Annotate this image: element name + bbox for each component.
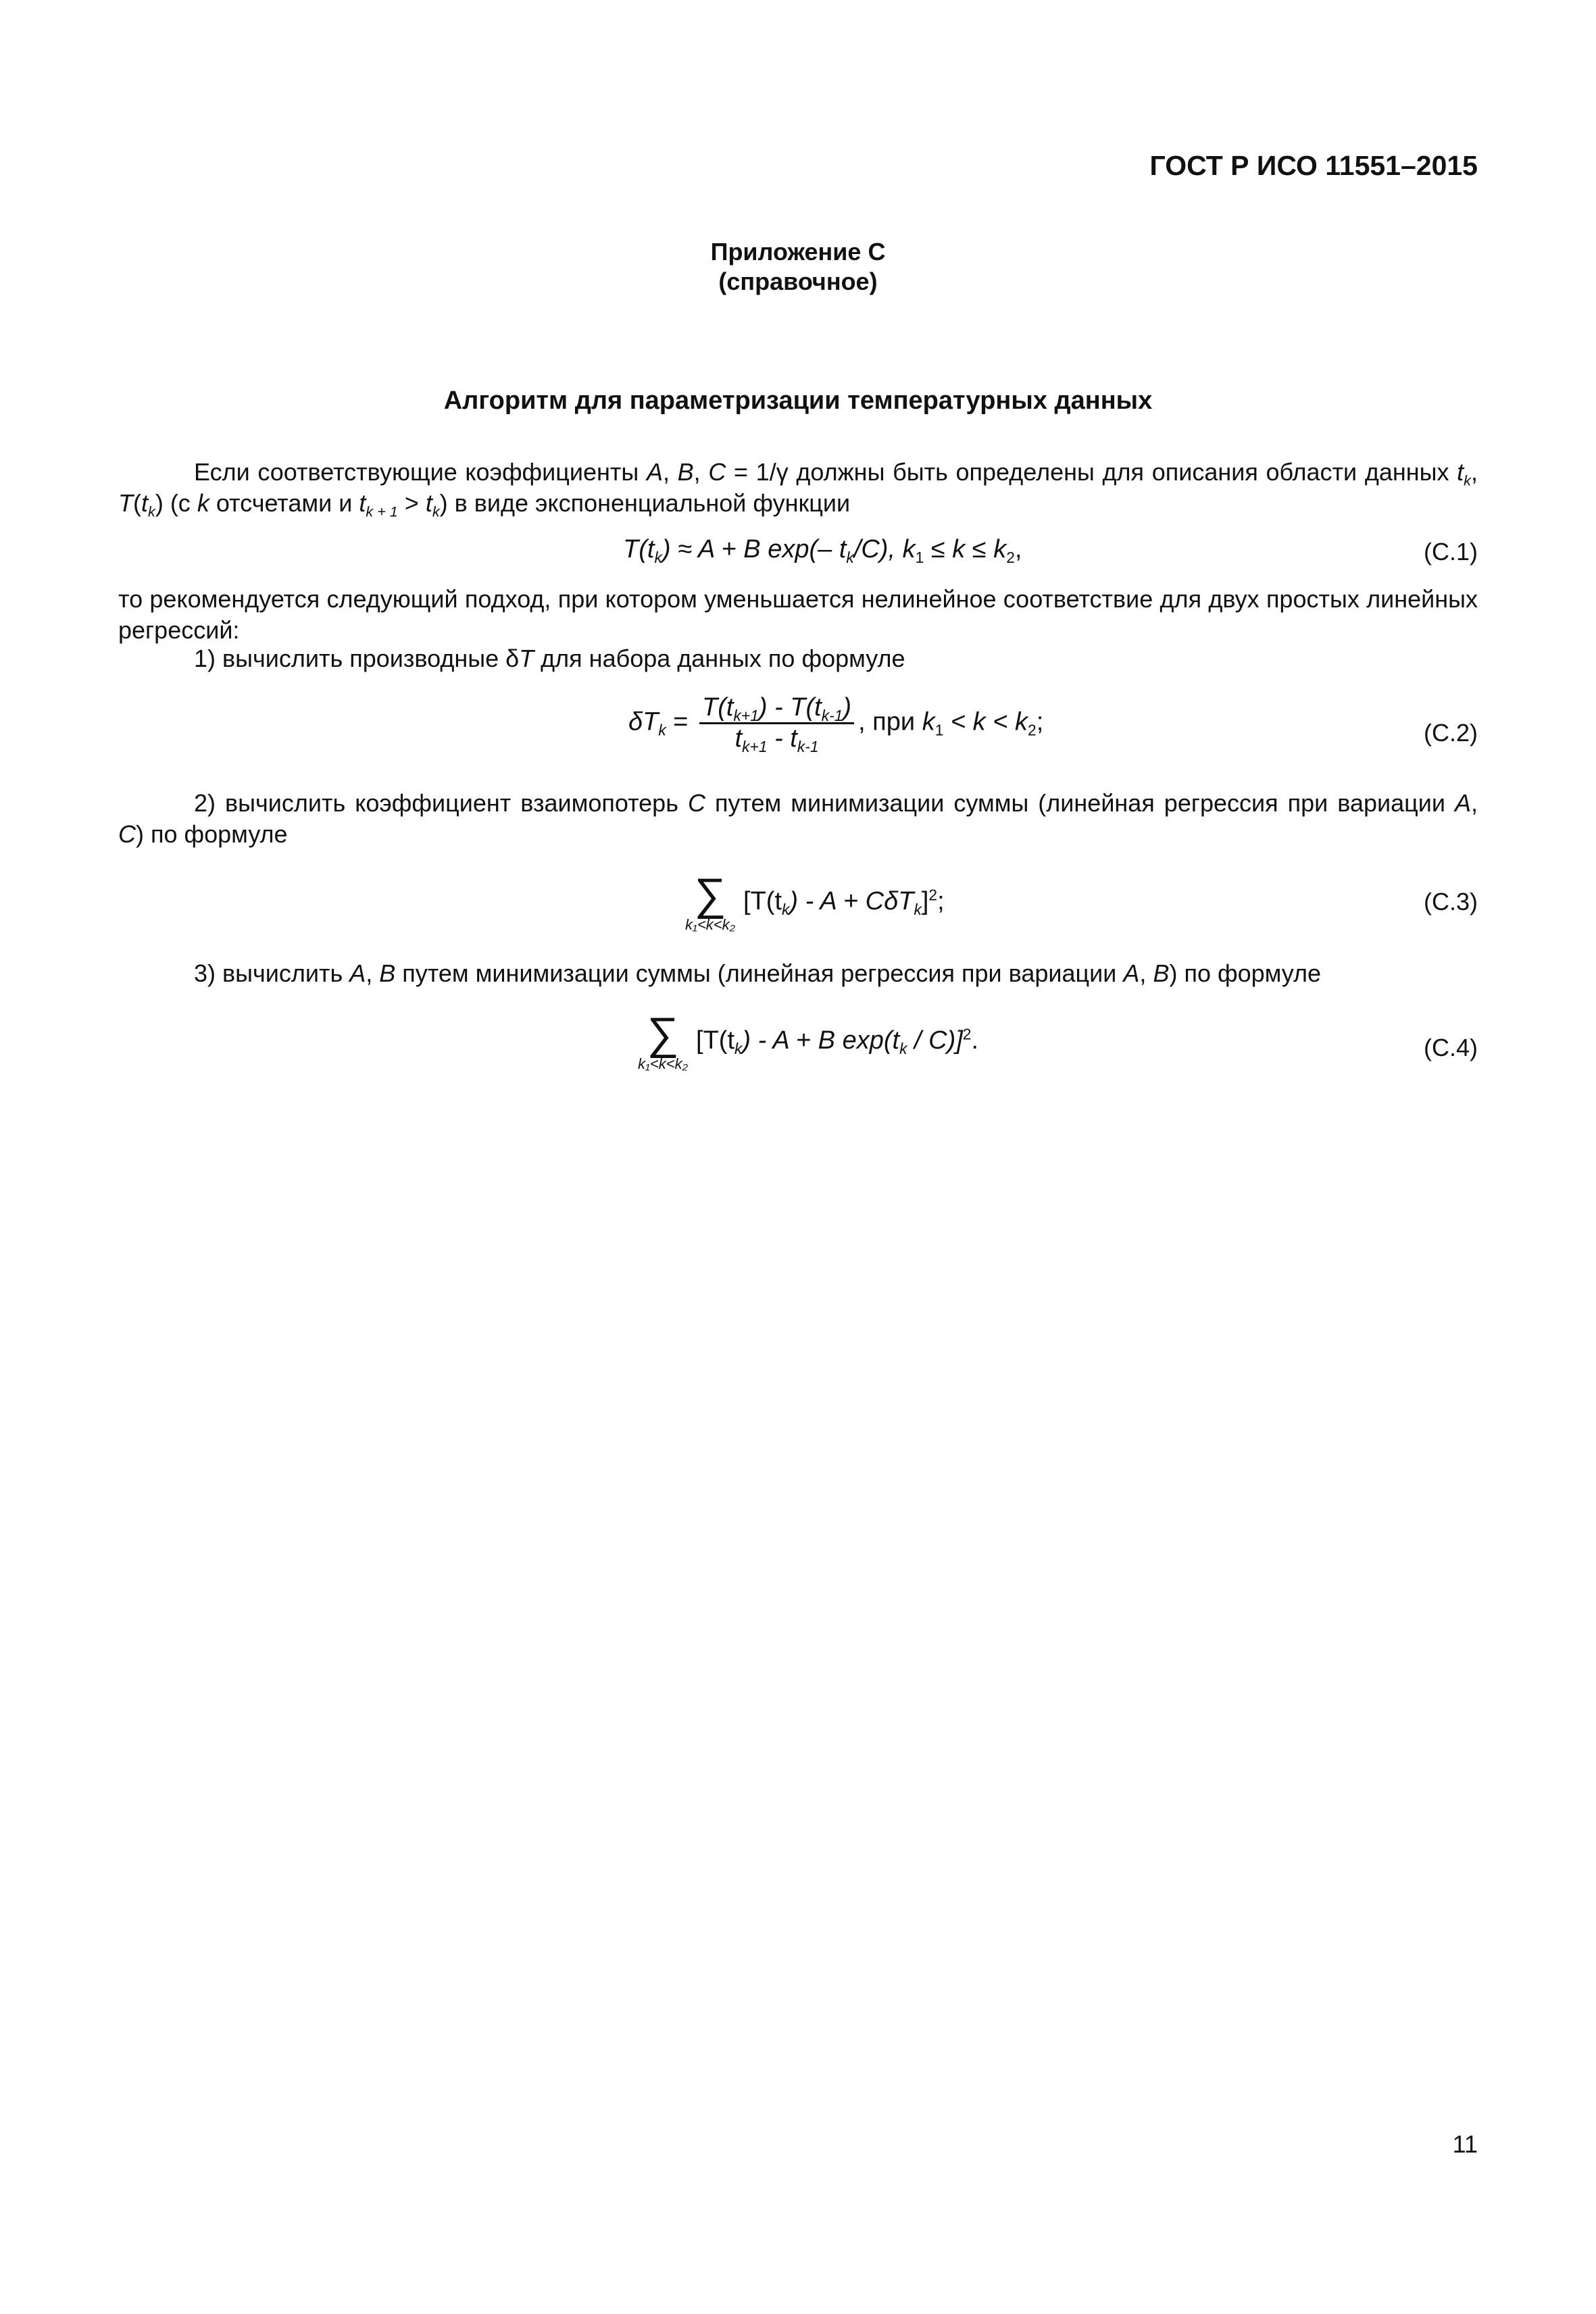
equation-c4: ∑ k₁<k<k₂ [$T(t_k) - A + B$ $\exp(t_k / C)]^2$.: [638, 1008, 979, 1072]
equation-c2: $\delta T_k$ = $\frac{T(t_{k+1}) - T(t_{k-1})}{t_{k+1} - t_{k-1}}$ , при $k_1 < k < k_2$;: [628, 693, 1044, 755]
section-title: Алгоритм для параметризации температурных данных: [443, 386, 1153, 415]
equation-c2-fraction: $\frac{T(t_{k+1}) - T(t_{k-1})}{t_{k+1} - t_{k-1}}$: [699, 693, 854, 753]
document-standard-header: ГОСТ Р ИСО 11551–2015: [1149, 150, 1478, 181]
appendix-label: Приложение С: [710, 238, 886, 266]
intro-paragraph: Если соответствующие коэффициенты A, B, C = 1/γ должны быть определены для описания области данных $t_k$, $T(t_k)$ (с k отсчетами и $t_{k + 1} > t_k$) в виде экспоненциальной функции: [118, 458, 1478, 520]
equation-c1: $T(t_k) \approx A + B$ exp(– $t_k/C$), $k_1 \le k \le k_2$,: [623, 535, 1022, 566]
equation-c3: ∑ k₁<k<k₂ $[T(t_k) - A + C\delta T_k]^2$;: [685, 869, 945, 933]
step-2: 2) вычислить коэффициент взаимопотерь C путем минимизации суммы (линейная регрессия при вариации A, C) по формуле: [118, 789, 1478, 848]
summation-symbol: ∑ k₁<k<k₂: [685, 869, 736, 933]
step-1: 1) вычислить производные δT для набора данных по формуле: [194, 645, 905, 672]
equation-number-c1: (C.1): [1424, 538, 1478, 565]
equation-number-c2: (C.2): [1424, 719, 1478, 747]
equation-number-c3: (C.3): [1424, 888, 1478, 915]
page-number: 11: [1452, 2130, 1478, 2158]
equation-number-c4: (C.4): [1424, 1034, 1478, 1061]
summation-symbol: ∑ k₁<k<k₂: [638, 1008, 689, 1072]
appendix-type: (справочное): [718, 268, 878, 295]
step-3: 3) вычислить A, B путем минимизации суммы (линейная регрессия при вариации A, B) по формуле: [194, 959, 1322, 987]
approach-paragraph: то рекомендуется следующий подход, при котором уменьшается нелинейное соответствие для двух простых линейных регрессий:: [118, 585, 1478, 644]
